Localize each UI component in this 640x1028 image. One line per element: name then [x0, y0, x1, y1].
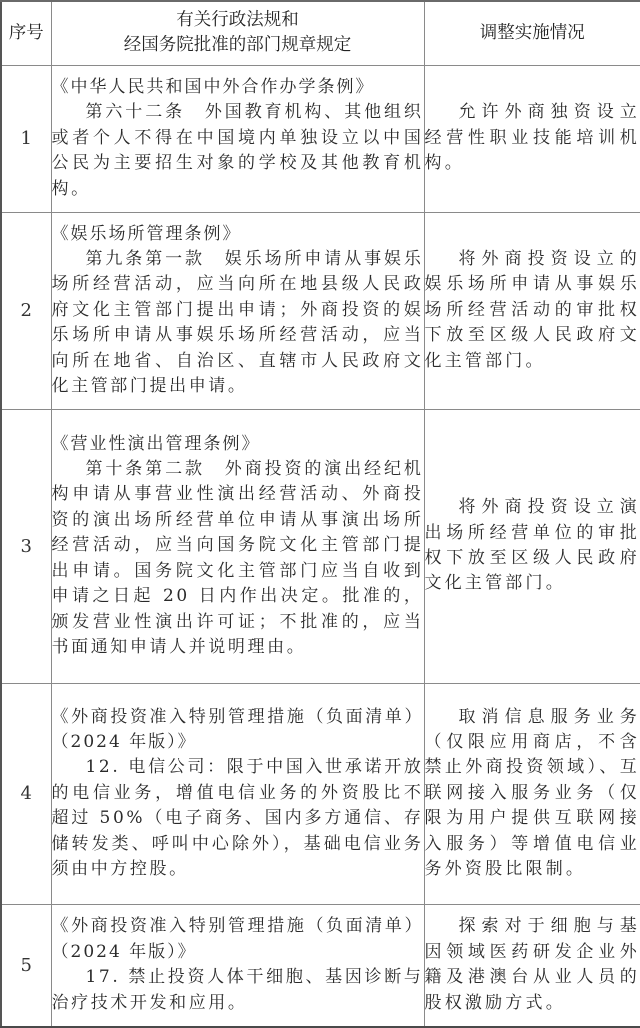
regulation-title: 《中华人民共和国中外合作办学条例》 [52, 75, 424, 100]
regulation-cell [51, 65, 424, 212]
adjustment-cell [424, 683, 640, 904]
regulation-provision: 第九条第一款 娱乐场所申请从事娱乐场所经营活动，应当向所在地县级人民政府文化主管部门提出申请；外商投资的娱乐场所申请从事娱乐场所经营活动，应当向所在地省、自治区、直辖市人民政府文化主管部门提出申请。 [52, 247, 424, 399]
table-header-row [1, 1, 640, 65]
row-number: 3 [1, 409, 51, 683]
header-regulation-line1: 有关行政法规和 [52, 8, 424, 33]
regulation-title: 《外商投资准入特别管理措施（负面清单）（2024 年版）》 [52, 705, 424, 756]
header-regulation [51, 1, 424, 65]
row-number: 4 [1, 683, 51, 904]
row-number: 5 [1, 904, 51, 1027]
table-row [1, 65, 640, 212]
regulation-cell [51, 409, 424, 683]
adjustment-cell [424, 409, 640, 683]
header-number: 序号 [1, 1, 51, 65]
regulation-title: 《外商投资准入特别管理措施（负面清单）（2024 年版）》 [52, 914, 424, 965]
regulation-cell [51, 683, 424, 904]
regulation-title: 《娱乐场所管理条例》 [52, 222, 424, 247]
adjustment-text: 将外商投资设立的娱乐场所申请从事娱乐场所经营活动的审批权下放至区级人民政府文化主管部门。 [425, 247, 640, 374]
table-row [1, 683, 640, 904]
regulation-provision: 第十条第二款 外商投资的演出经纪机构申请从事营业性演出经营活动、外商投资的演出场所经营单位申请从事演出场所经营活动，应当向国务院文化主管部门提出申请。国务院文化主管部门应当自收到申请之日起 20 日内作出决定。批准的，颁发营业性演出许可证；不批准的，应当书面通知申请人并说明理由。 [52, 457, 424, 660]
row-number: 1 [1, 65, 51, 212]
regulation-provision: 12. 电信公司：限于中国入世承诺开放的电信业务，增值电信业务的外资股比不超过 50%（电子商务、国内多方通信、存储转发类、呼叫中心除外），基础电信业务须由中方控股。 [52, 755, 424, 882]
regulation-title: 《营业性演出管理条例》 [52, 432, 424, 457]
regulation-cell [51, 212, 424, 409]
header-adjustment: 调整实施情况 [424, 1, 640, 65]
regulation-cell [51, 904, 424, 1027]
row-number: 2 [1, 212, 51, 409]
table-row [1, 904, 640, 1027]
adjustment-text: 探索对于细胞与基因领域医药研发企业外籍及港澳台从业人员的股权激励方式。 [425, 914, 640, 1016]
adjustment-text: 将外商投资设立演出场所经营单位的审批权下放至区级人民政府文化主管部门。 [425, 495, 640, 597]
header-regulation-line2: 经国务院批准的部门规章规定 [52, 33, 424, 58]
regulation-provision: 17. 禁止投资人体干细胞、基因诊断与治疗技术开发和应用。 [52, 965, 424, 1016]
adjustment-text: 取消信息服务业务（仅限应用商店，不含禁止外商投资领域）、互联网接入服务业务（仅限为用户提供互联网接入服务）等增值电信业务外资股比限制。 [425, 705, 640, 883]
table-row [1, 212, 640, 409]
regulation-provision: 第六十二条 外国教育机构、其他组织或者个人不得在中国境内单独设立以中国公民为主要招生对象的学校及其他教育机构。 [52, 100, 424, 202]
adjustment-cell [424, 904, 640, 1027]
table-row [1, 409, 640, 683]
adjustment-cell [424, 65, 640, 212]
adjustment-text: 允许外商独资设立经营性职业技能培训机构。 [425, 100, 640, 176]
adjustment-cell [424, 212, 640, 409]
